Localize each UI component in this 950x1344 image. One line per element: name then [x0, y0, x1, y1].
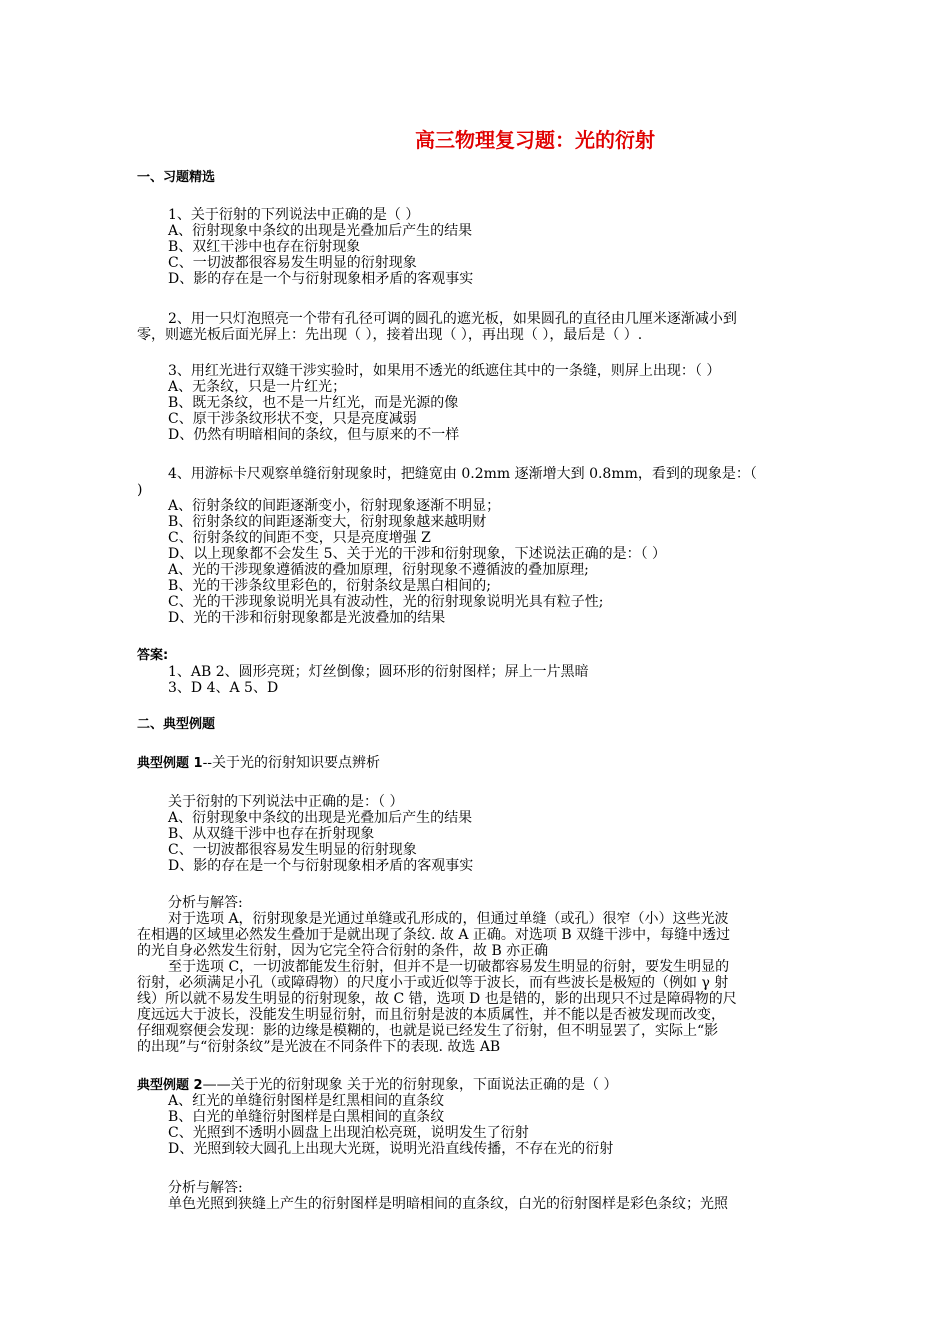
ex1-analysis-line: 的出现”与“衍射条纹”是光波在不同条件下的表现. 故选 AB: [137, 1039, 501, 1055]
answer-line-1: 1、AB 2、圆形亮斑；灯丝倒像；圆环形的衍射图样；屏上一片黑暗: [168, 664, 589, 680]
ex1-analysis-line: 度远远大于波长，没能发生明显衍射，而且衍射是波的本质属性，并不能以是否被发现而改变，: [137, 1007, 725, 1023]
ex1-analysis-line: 的光自身必然发生衍射，因为它完全符合衍射的条件，故 B 亦正确: [137, 943, 549, 959]
q1-stem: 1、关于衍射的下列说法中正确的是（ ）: [168, 207, 420, 223]
ex1-analysis-line: 对于选项 A，衍射现象是光通过单缝或孔形成的，但通过单缝（或孔）很窄（小）这些光波: [168, 911, 729, 927]
q3-stem: 3、用红光进行双缝干涉实验时，如果用不透光的纸遮住其中的一条缝，则屏上出现：（ ）: [168, 363, 721, 379]
q4-option-a: A、衍射条纹的间距逐渐变小，衍射现象逐渐不明显；: [168, 498, 501, 514]
q5-option-d: D、光的干涉和衍射现象都是光波叠加的结果: [168, 610, 446, 626]
q5-option-c: C、光的干涉现象说明光具有波动性，光的衍射现象说明光具有粒子性;: [168, 594, 604, 610]
section-heading-exercises: 一、习题精选: [137, 170, 216, 185]
page-title: 高三物理复习题：光的衍射: [415, 128, 655, 152]
ex2-option-c: C、光照到不透明小圆盘上出现泊松亮斑，说明发生了衍射: [168, 1125, 529, 1141]
ex1-analysis-label: 分析与解答:: [168, 895, 243, 911]
q2-line-2: 零，则遮光板后面光屏上：先出现（ ），接着出现（ ），再出现（ ），最后是（ ）.: [137, 327, 643, 343]
ex2-option-a: A、红光的单缝衍射图样是红黑相间的直条纹: [168, 1093, 445, 1109]
ex1-option-c: C、一切波都很容易发生明显的衍射现象: [168, 842, 417, 858]
q2-line-1: 2、用一只灯泡照亮一个带有孔径可调的圆孔的遮光板，如果圆孔的直径由几厘米逐渐减小到: [168, 311, 737, 327]
example-2-subtitle: ——关于光的衍射现象 关于光的衍射现象，下面说法正确的是（ ）: [202, 1077, 618, 1093]
example-1-label: 典型例题 1: [137, 756, 203, 771]
example-2-heading: [137, 1077, 617, 1094]
ex2-analysis-line: 单色光照到狭缝上产生的衍射图样是明暗相间的直条纹，白光的衍射图样是彩色条纹；光照: [168, 1196, 728, 1212]
example-1-heading: [137, 755, 380, 772]
q4-option-c: C、衍射条纹的间距不变，只是亮度增强 Z: [168, 530, 431, 546]
section-heading-examples: 二、典型例题: [137, 717, 216, 732]
q3-option-d: D、仍然有明暗相间的条纹，但与原来的不一样: [168, 427, 460, 443]
q4-stem: 4、用游标卡尺观察单缝衍射现象时，把缝宽由 0.2mm 逐渐增大到 0.8mm，看到的现象是：（: [168, 466, 757, 482]
ex1-analysis-line: 在相遇的区域里必然发生叠加于是就出现了条纹. 故 A 正确。对选项 B 双缝干涉中，每缝中透过: [137, 927, 731, 943]
q4-option-d-q5-stem: D、以上现象都不会发生 5、关于光的干涉和衍射现象，下述说法正确的是：（ ）: [168, 546, 667, 562]
q4-stem-cont: ): [137, 482, 143, 498]
ex2-option-b: B、白光的单缝衍射图样是白黑相间的直条纹: [168, 1109, 445, 1125]
q1-option-d: D、影的存在是一个与衍射现象相矛盾的客观事实: [168, 271, 474, 287]
ex1-analysis-line: 衍射，必须满足小孔（或障碍物）的尺度小于或近似等于波长，而有些波长是极短的（例如 γ 射: [137, 975, 729, 991]
q1-option-c: C、一切波都很容易发生明显的衍射现象: [168, 255, 417, 271]
q1-option-b: B、双红干涉中也存在衍射现象: [168, 239, 361, 255]
ex2-analysis-label: 分析与解答:: [168, 1180, 243, 1196]
q3-option-c: C、原干涉条纹形状不变，只是亮度减弱: [168, 411, 417, 427]
q5-option-b: B、光的干涉条纹里彩色的，衍射条纹是黑白相间的;: [168, 578, 492, 594]
ex1-analysis-line: 至于选项 C，一切波都能发生衍射，但并不是一切破都容易发生明显的衍射，要发生明显的: [168, 959, 730, 975]
ex1-option-d: D、影的存在是一个与衍射现象相矛盾的客观事实: [168, 858, 474, 874]
q4-option-b: B、衍射条纹的间距逐渐变大，衍射现象越来越明财: [168, 514, 487, 530]
ex1-analysis-line: 线）所以就不易发生明显的衍射现象，故 C 错，选项 D 也是错的，影的出现只不过是障碍物的尺: [137, 991, 737, 1007]
ex1-option-b: B、从双缝干涉中也存在折射现象: [168, 826, 375, 842]
ex1-option-a: A、衍射现象中条纹的出现是光叠加后产生的结果: [168, 810, 473, 826]
example-1-subtitle: --关于光的衍射知识要点辨析: [202, 755, 381, 771]
q5-option-a: A、光的干涉现象遵循波的叠加原理，衍射现象不遵循波的叠加原理;: [168, 562, 589, 578]
answer-line-2: 3、D 4、A 5、D: [168, 680, 279, 696]
ex2-option-d: D、光照到较大圆孔上出现大光斑，说明光沿直线传播，不存在光的衍射: [168, 1141, 614, 1157]
q3-option-a: A、无条纹，只是一片红光；: [168, 379, 347, 395]
ex1-stem: 关于衍射的下列说法中正确的是：（ ）: [168, 794, 404, 810]
answer-label: 答案:: [137, 648, 169, 663]
ex1-analysis-line: 仔细观察便会发现：影的边缘是模糊的，也就是说已经发生了衍射，但不明显罢了，实际上“影: [137, 1023, 719, 1039]
q3-option-b: B、既无条纹，也不是一片红光，而是光源的像: [168, 395, 459, 411]
example-2-label: 典型例题 2: [137, 1078, 203, 1093]
q1-option-a: A、衍射现象中条纹的出现是光叠加后产生的结果: [168, 223, 473, 239]
